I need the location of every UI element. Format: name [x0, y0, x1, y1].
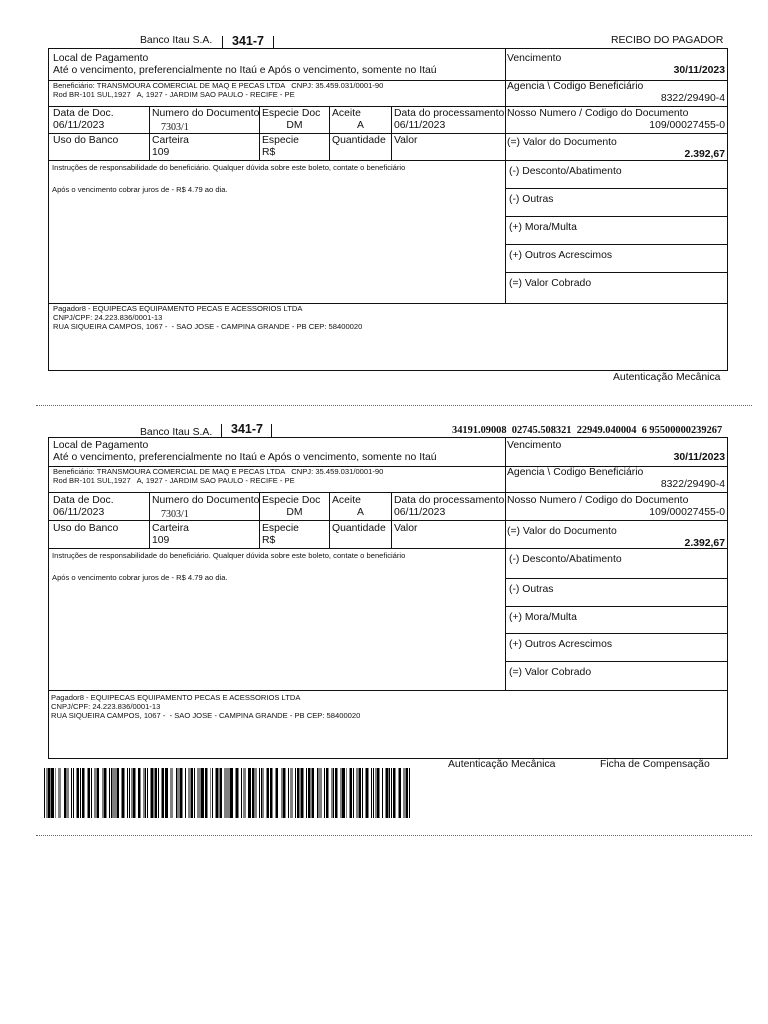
barcode-bar [212, 768, 213, 818]
compensation-header-separator [271, 424, 272, 437]
document-value-cell [506, 521, 728, 549]
barcode-bar [373, 768, 374, 818]
due-date-cell [506, 438, 728, 467]
our-number-cell [506, 107, 728, 134]
barcode-bar [180, 768, 183, 818]
doc-date-value: 06/11/2023 [53, 120, 105, 131]
barcode-bar [82, 768, 85, 818]
receipt-header-separator [273, 36, 274, 48]
barcode-bar [114, 768, 115, 818]
barcode-bar [281, 768, 282, 818]
fine-field: (+) Mora/Multa [506, 217, 727, 245]
barcode-bar [102, 768, 103, 818]
barcode-bar [198, 768, 199, 818]
charged-value-field: (=) Valor Cobrado [509, 667, 592, 678]
discount-field: (-) Desconto/Abatimento [506, 161, 727, 189]
wallet-value: 109 [152, 147, 170, 158]
compensation-auth-label: Autenticação Mecânica [448, 759, 556, 770]
barcode-bar [219, 768, 222, 818]
doc-number-value: 7303/1 [161, 122, 189, 133]
barcode-bar [67, 768, 68, 818]
barcode-bar [263, 768, 264, 818]
barcode-bar [225, 768, 226, 818]
due-date-value: 30/11/2023 [673, 65, 725, 76]
barcode-bar [252, 768, 255, 818]
doc-number-label: Numero do Documento [152, 108, 260, 119]
barcode-bar [91, 768, 92, 818]
barcode-bar [77, 768, 80, 818]
barcode-bar [241, 768, 242, 818]
barcode-bar [230, 768, 233, 818]
barcode-bar [151, 768, 154, 818]
wallet-label: Carteira [152, 135, 189, 146]
processing-date-label: Data do processamento [394, 108, 505, 119]
barcode-bar [306, 768, 307, 818]
beneficiary-cell [49, 81, 506, 107]
species-value: R$ [262, 147, 276, 158]
processing-date-cell [392, 493, 506, 521]
barcode-bar [319, 768, 320, 818]
barcode-bar [366, 768, 369, 818]
instructions-line: Após o vencimento cobrar juros de - R$ 4.79 ao dia. [52, 572, 228, 582]
doc-date-cell [49, 493, 150, 521]
processing-date-cell [392, 107, 506, 134]
bank-use-cell [49, 521, 150, 549]
processing-date-label: Data do processamento [394, 495, 505, 506]
barcode-bar [228, 768, 229, 818]
barcode-bar [389, 768, 390, 818]
barcode-bar [147, 768, 148, 818]
agency-code-value: 8322/29490-4 [660, 479, 725, 490]
barcode-bar [362, 768, 363, 818]
acceptance-label: Aceite [332, 495, 361, 506]
beneficiary-address: Rod BR-101 SUL,1927 A, 1927 - JARDIM SAO PAULO - RECIFE - PE [53, 475, 295, 485]
payer-cell [49, 304, 728, 371]
barcode-bar [393, 768, 396, 818]
other-deductions-field: (-) Outras [506, 189, 727, 217]
barcode-bar [171, 768, 172, 818]
barcode-bar [161, 768, 164, 818]
ficha-label: Ficha de Compensação [600, 759, 710, 770]
species-label: Especie [262, 135, 299, 146]
barcode-bar [335, 768, 338, 818]
barcode-bar [189, 768, 190, 818]
document-value-amount: 2.392,67 [684, 149, 725, 160]
due-date-cell [506, 49, 728, 81]
barcode-bar [131, 768, 132, 818]
barcode-bar [113, 768, 114, 818]
barcode-bar [190, 768, 193, 818]
barcode-bar [73, 768, 74, 818]
barcode-bar [158, 768, 159, 818]
our-number-value: 109/00027455-0 [649, 120, 725, 131]
agency-code-label: Agencia \ Codigo Beneficiário [507, 81, 644, 92]
barcode-bar [116, 768, 119, 818]
species-cell [260, 134, 330, 161]
wallet-label: Carteira [152, 523, 189, 534]
barcode-bar [275, 768, 278, 818]
barcode-bar [129, 768, 130, 818]
barcode-bar [236, 768, 239, 818]
agency-code-cell [506, 467, 728, 493]
processing-date-value: 06/11/2023 [394, 507, 446, 518]
barcode-bar [255, 768, 256, 818]
barcode-bar [185, 768, 186, 818]
barcode-bar [48, 768, 51, 818]
quantity-label: Quantidade [332, 135, 386, 146]
payer-name: Pagador8 - EQUIPECAS EQUIPAMENTO PECAS E ACESSORIOS LTDA [51, 693, 301, 702]
acceptance-cell [330, 107, 392, 134]
barcode-bar [290, 768, 291, 818]
barcode-bar [194, 768, 195, 818]
barcode-bar [382, 768, 383, 818]
wallet-value: 109 [152, 535, 170, 546]
payment-place-value: Até o vencimento, preferencialmente no Itaú e Após o vencimento, somente no Itaú [53, 452, 437, 463]
barcode-bar [201, 768, 204, 818]
other-deductions-field: (-) Outras [506, 579, 727, 607]
barcode-bar [127, 768, 128, 818]
barcode-bar [297, 768, 300, 818]
instructions-cell [49, 161, 506, 304]
barcode-bar [143, 768, 144, 818]
due-date-label: Vencimento [507, 440, 562, 451]
barcode-bar [138, 768, 141, 818]
barcode-bar [311, 768, 314, 818]
barcode-bar [243, 768, 244, 818]
barcode-bar [227, 768, 228, 818]
compensation-bank-name: Banco Itau S.A. [140, 427, 213, 438]
acceptance-cell [330, 493, 392, 521]
other-additions-field: (+) Outros Acrescimos [506, 634, 727, 662]
barcode-bar [301, 768, 304, 818]
barcode-bar [261, 768, 262, 818]
agency-code-cell [506, 81, 728, 107]
quantity-cell [330, 521, 392, 549]
deductions-cell [506, 161, 728, 304]
bank-use-label: Uso do Banco [53, 523, 119, 534]
barcode-bar [87, 768, 90, 818]
doc-species-value: DM [286, 507, 303, 518]
barcode-bar [248, 768, 251, 818]
digitable-line: 34191.09008 02745.508321 22949.040004 6 95500000239267 [452, 425, 723, 436]
quantity-label: Quantidade [332, 523, 386, 534]
barcode-bar [357, 768, 358, 818]
payment-place-cell [49, 49, 506, 81]
fine-field: (+) Mora/Multa [506, 607, 727, 634]
barcode-bar [308, 768, 311, 818]
doc-species-value: DM [286, 120, 303, 131]
deductions-cell [506, 549, 728, 691]
receipt-header-separator [222, 36, 223, 48]
barcode-bar [80, 768, 81, 818]
wallet-cell [150, 134, 260, 161]
barcode-bar [111, 768, 112, 818]
barcode-bar [216, 768, 219, 818]
barcode-bar [51, 768, 54, 818]
payment-place-value: Até o vencimento, preferencialmente no Itaú e Após o vencimento, somente no Itaú [53, 65, 437, 76]
document-value-label: (=) Valor do Documento [507, 137, 617, 148]
our-number-label: Nosso Numero / Codigo do Documento [507, 495, 689, 506]
barcode-bar [122, 768, 125, 818]
amount-cell [392, 134, 506, 161]
discount-field: (-) Desconto/Abatimento [506, 549, 727, 579]
instructions-line: Após o vencimento cobrar juros de - R$ 4.79 ao dia. [52, 184, 228, 194]
barcode-bar [333, 768, 334, 818]
barcode-bar [283, 768, 286, 818]
compensation-bank-code: 341-7 [231, 422, 263, 436]
processing-date-value: 06/11/2023 [394, 120, 446, 131]
barcode-bar [340, 768, 341, 818]
barcode-bar [60, 768, 61, 818]
barcode-bar [154, 768, 157, 818]
amount-cell [392, 521, 506, 549]
wallet-cell [150, 521, 260, 549]
barcode-bar [109, 768, 110, 818]
doc-date-label: Data de Doc. [53, 495, 114, 506]
payer-document: CNPJ/CPF: 24.223.836/0001-13 [53, 313, 163, 322]
barcode-bar [210, 768, 211, 818]
barcode-bar [104, 768, 107, 818]
receipt-auth-label: Autenticação Mecânica [613, 372, 721, 383]
species-value: R$ [262, 535, 276, 546]
barcode-bar [349, 768, 352, 818]
bank-use-cell [49, 134, 150, 161]
beneficiary-address: Rod BR-101 SUL,1927 A, 1927 - JARDIM SAO PAULO - RECIFE - PE [53, 89, 295, 99]
barcode-bar [205, 768, 208, 818]
barcode-bar [46, 768, 47, 818]
barcode-bar [404, 768, 405, 818]
barcode-bar [266, 768, 269, 818]
barcode-bar [288, 768, 289, 818]
doc-number-cell [150, 107, 260, 134]
barcode-bar [55, 768, 56, 818]
instructions-line: Instruções de responsabilidade do beneficiário. Qualquer dúvida sobre este boleto, contate o beneficiário [52, 551, 406, 560]
payment-place-label: Local de Pagamento [53, 440, 149, 451]
receipt-bank-code: 341-7 [232, 34, 264, 48]
compensation-slip [48, 437, 728, 759]
document-value-cell [506, 134, 728, 161]
barcode-bar [358, 768, 361, 818]
barcode-bar [371, 768, 372, 818]
document-value-amount: 2.392,67 [684, 538, 725, 549]
our-number-value: 109/00027455-0 [649, 507, 725, 518]
barcode-bar [398, 768, 401, 818]
barcode-bar [324, 768, 325, 818]
beneficiary-name: Beneficiário: TRANSMOURA COMERCIAL DE MAQ E PECAS LTDA CNPJ: 35.459.031/0001-90 [53, 81, 384, 90]
amount-label: Valor [394, 523, 418, 534]
barcode-bar [326, 768, 329, 818]
receipt-title: RECIBO DO PAGADOR [611, 35, 724, 46]
barcode-bar [172, 768, 173, 818]
barcode-bar [331, 768, 332, 818]
barcode-bar [64, 768, 67, 818]
cut-line [36, 835, 752, 836]
doc-number-cell [150, 493, 260, 521]
beneficiary-cell [49, 467, 506, 493]
due-date-value: 30/11/2023 [673, 452, 725, 463]
barcode-bar [321, 768, 322, 818]
doc-date-cell [49, 107, 150, 134]
barcode-bar [405, 768, 408, 818]
barcode-bar [409, 768, 410, 818]
agency-code-label: Agencia \ Codigo Beneficiário [507, 467, 644, 478]
bank-use-label: Uso do Banco [53, 135, 119, 146]
barcode-bar [145, 768, 146, 818]
payer-cell [49, 691, 728, 759]
instructions-line: Instruções de responsabilidade do beneficiário. Qualquer dúvida sobre este boleto, contate o beneficiário [52, 163, 406, 172]
payer-address: RUA SIQUEIRA CAMPOS, 1067 - - SAO JOSE - CAMPINA GRANDE - PB CEP: 58400020 [53, 322, 363, 331]
acceptance-value: A [357, 507, 364, 518]
barcode-bar [165, 768, 168, 818]
payer-document: CNPJ/CPF: 24.223.836/0001-13 [51, 702, 161, 711]
barcode-bar [346, 768, 347, 818]
doc-species-cell [260, 107, 330, 134]
compensation-header-separator [221, 424, 222, 437]
beneficiary-name: Beneficiário: TRANSMOURA COMERCIAL DE MAQ E PECAS LTDA CNPJ: 35.459.031/0001-90 [53, 467, 384, 476]
doc-number-value: 7303/1 [161, 509, 189, 520]
barcode-bar [386, 768, 389, 818]
barcode-bar [176, 768, 177, 818]
doc-species-label: Especie Doc [262, 108, 321, 119]
doc-species-cell [260, 493, 330, 521]
barcode-bar [391, 768, 392, 818]
barcode-bar [199, 768, 200, 818]
barcode-bar [58, 768, 59, 818]
cut-line [36, 405, 752, 406]
barcode-bar [44, 768, 45, 818]
barcode-bar [95, 768, 96, 818]
payment-place-cell [49, 438, 506, 467]
acceptance-value: A [357, 120, 364, 131]
barcode-bar [377, 768, 380, 818]
barcode [44, 768, 410, 818]
receipt-bank-name: Banco Itau S.A. [140, 35, 213, 46]
payer-address: RUA SIQUEIRA CAMPOS, 1067 - - SAO JOSE - CAMPINA GRANDE - PB CEP: 58400020 [51, 711, 361, 720]
amount-label: Valor [394, 135, 418, 146]
barcode-bar [96, 768, 99, 818]
our-number-label: Nosso Numero / Codigo do Documento [507, 108, 689, 119]
barcode-bar [178, 768, 179, 818]
barcode-bar [353, 768, 354, 818]
barcode-bar [259, 768, 260, 818]
barcode-bar [133, 768, 136, 818]
barcode-bar [317, 768, 318, 818]
charged-value-field: (=) Valor Cobrado [509, 278, 592, 289]
doc-date-value: 06/11/2023 [53, 507, 105, 518]
agency-code-value: 8322/29490-4 [660, 93, 725, 104]
doc-species-label: Especie Doc [262, 495, 321, 506]
payment-place-label: Local de Pagamento [53, 53, 149, 64]
species-label: Especie [262, 523, 299, 534]
instructions-cell [49, 549, 506, 691]
document-value-label: (=) Valor do Documento [507, 526, 617, 537]
barcode-bar [292, 768, 293, 818]
barcode-bar [375, 768, 376, 818]
barcode-bar [295, 768, 296, 818]
payer-name: Pagador8 - EQUIPECAS EQUIPAMENTO PECAS E ACESSORIOS LTDA [53, 304, 303, 313]
acceptance-label: Aceite [332, 108, 361, 119]
barcode-bar [342, 768, 345, 818]
our-number-cell [506, 493, 728, 521]
barcode-bar [71, 768, 72, 818]
species-cell [260, 521, 330, 549]
doc-date-label: Data de Doc. [53, 108, 114, 119]
other-additions-field: (+) Outros Acrescimos [506, 245, 727, 273]
receipt-slip [48, 48, 728, 371]
barcode-bar [270, 768, 273, 818]
due-date-label: Vencimento [507, 53, 562, 64]
quantity-cell [330, 134, 392, 161]
barcode-bar [245, 768, 246, 818]
doc-number-label: Numero do Documento [152, 495, 260, 506]
